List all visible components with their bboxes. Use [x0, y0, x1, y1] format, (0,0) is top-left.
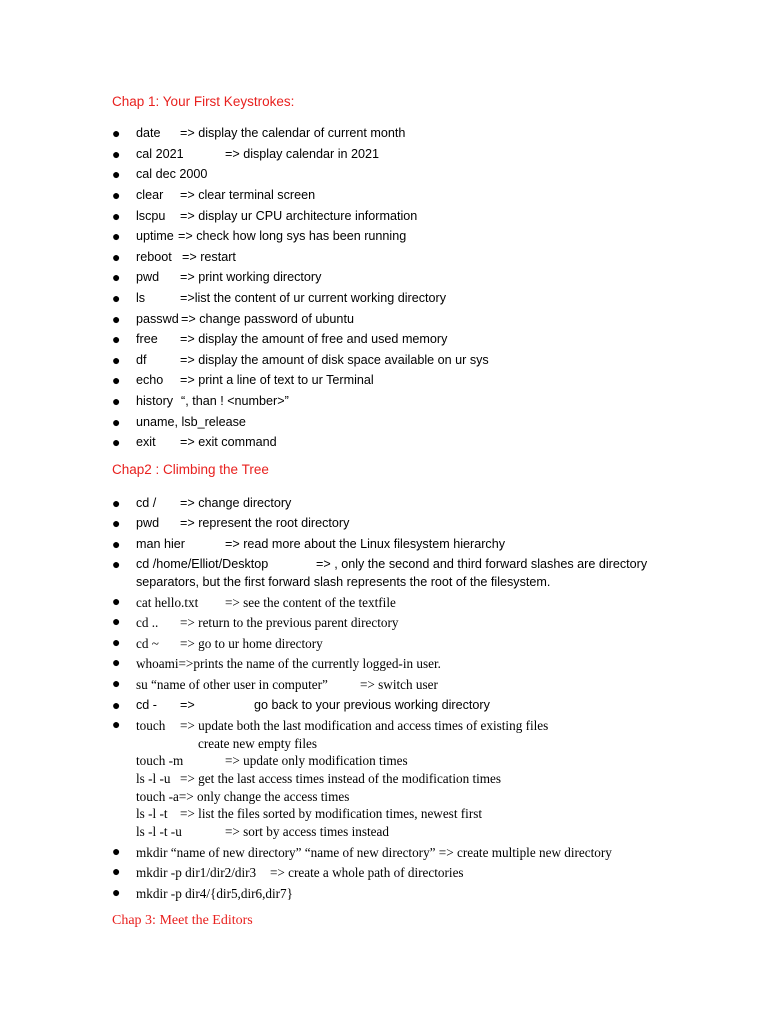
description: => represent the root directory: [180, 516, 350, 530]
command: reboot: [136, 250, 172, 264]
description: => , only the second and third forward slashes are directory: [316, 557, 648, 571]
bullet-icon: ●: [112, 536, 121, 552]
bullet-icon: ●: [112, 146, 121, 162]
description: => display the amount of free and used memory: [180, 332, 448, 346]
bullet-icon: ●: [112, 331, 121, 347]
touch-subline-desc: => update only modification times: [225, 753, 408, 768]
bullet-icon: ●: [112, 718, 121, 733]
description: => see the content of the textfile: [225, 595, 396, 610]
touch-subline-desc: => sort by access times instead: [225, 824, 389, 839]
command: cd ~: [136, 636, 159, 651]
description: => go to ur home directory: [180, 636, 323, 651]
bullet-icon: ●: [112, 615, 121, 630]
bullet-icon: ●: [112, 636, 121, 651]
touch-subline-cmd: touch -m: [136, 753, 184, 768]
description: => clear terminal screen: [180, 188, 316, 202]
description: => display the calendar of current month: [180, 126, 406, 140]
command: cd /: [136, 496, 157, 510]
command: echo: [136, 373, 164, 387]
description: =>list the content of ur current working directory: [180, 291, 446, 305]
bullet-icon: ●: [112, 677, 121, 692]
command: ls: [136, 291, 146, 305]
command: pwd: [136, 270, 160, 284]
command: passwd: [136, 312, 179, 326]
command: cd /home/Elliot/Desktop: [136, 557, 269, 571]
bullet-icon: ●: [112, 656, 121, 671]
command: mkdir -p dir1/dir2/dir3: [136, 865, 257, 880]
description: => print a line of text to ur Terminal: [180, 373, 374, 387]
bullet-icon: ●: [112, 393, 121, 409]
continuation-line: separators, but the first forward slash represents the root of the filesystem.: [136, 575, 551, 589]
bullet-icon: ●: [112, 125, 121, 141]
command: lscpu: [136, 209, 166, 223]
description: => check how long sys has been running: [178, 229, 407, 243]
description: =>: [180, 698, 195, 712]
touch-subline-desc: => list the files sorted by modification times, newest first: [180, 806, 483, 821]
bullet-icon: ●: [112, 311, 121, 327]
bullet-icon: ●: [112, 352, 121, 368]
bullet-icon: ●: [112, 595, 121, 610]
chapter-1-title: Chap 1: Your First Keystrokes:: [112, 94, 295, 109]
description-2: go back to your previous working directory: [254, 698, 490, 712]
touch-subline-cmd: touch -a=> only change the access times: [136, 789, 350, 804]
description: => display the amount of disk space available on ur sys: [180, 353, 489, 367]
command: man hier: [136, 537, 185, 551]
command: su “name of other user in computer”: [136, 677, 328, 692]
description: => change password of ubuntu: [181, 312, 354, 326]
bullet-icon: ●: [112, 845, 121, 860]
command: whoami=>prints the name of the currently logged-in user.: [136, 656, 441, 671]
command: cat hello.txt: [136, 595, 199, 610]
command: cd ..: [136, 615, 159, 630]
description: => change directory: [180, 496, 292, 510]
command: df: [136, 353, 147, 367]
chapter-2-title: Chap2 : Climbing the Tree: [112, 462, 269, 477]
command: cal 2021: [136, 147, 184, 161]
touch-subline-cmd: ls -l -u: [136, 771, 171, 786]
description: => update both the last modification and access times of existing files: [180, 718, 549, 733]
touch-subline-cmd: ls -l -t: [136, 806, 168, 821]
touch-subline-desc: => get the last access times instead of the modification times: [180, 771, 502, 786]
bullet-icon: ●: [112, 865, 121, 880]
bullet-icon: ●: [112, 208, 121, 224]
command: clear: [136, 188, 164, 202]
description: => read more about the Linux filesystem hierarchy: [225, 537, 506, 551]
description: => print working directory: [180, 270, 322, 284]
bullet-icon: ●: [112, 495, 121, 511]
command: cal dec 2000: [136, 167, 208, 181]
description: => display calendar in 2021: [225, 147, 380, 161]
description: => create a whole path of directories: [270, 865, 464, 880]
touch-subline-cmd: ls -l -t -u: [136, 824, 182, 839]
description: => exit command: [180, 435, 277, 449]
command: free: [136, 332, 158, 346]
bullet-icon: ●: [112, 434, 121, 450]
bullet-icon: ●: [112, 290, 121, 306]
bullet-icon: ●: [112, 886, 121, 901]
bullet-icon: ●: [112, 372, 121, 388]
chapter-3-title: Chap 3: Meet the Editors: [112, 913, 253, 928]
command: history: [136, 394, 174, 408]
description: => restart: [182, 250, 236, 264]
command: mkdir -p dir4/{dir5,dir6,dir7}: [136, 886, 293, 901]
bullet-icon: ●: [112, 697, 121, 713]
command: uptime: [136, 229, 174, 243]
bullet-icon: ●: [112, 166, 121, 182]
command: mkdir “name of new directory” “name of new directory” => create multiple new directory: [136, 845, 612, 860]
bullet-icon: ●: [112, 414, 121, 430]
touch-subline: create new empty files: [198, 736, 317, 751]
command: cd -: [136, 698, 157, 712]
bullet-icon: ●: [112, 269, 121, 285]
description: “, than ! <number>”: [181, 394, 289, 408]
bullet-icon: ●: [112, 187, 121, 203]
command: uname, lsb_release: [136, 415, 246, 429]
command: pwd: [136, 516, 160, 530]
bullet-icon: ●: [112, 556, 121, 572]
command: touch: [136, 718, 166, 733]
command: date: [136, 126, 161, 140]
command: exit: [136, 435, 156, 449]
description: => display ur CPU architecture information: [180, 209, 418, 223]
bullet-icon: ●: [112, 228, 121, 244]
bullet-icon: ●: [112, 515, 121, 531]
description: => switch user: [360, 677, 438, 692]
description: => return to the previous parent directory: [180, 615, 399, 630]
bullet-icon: ●: [112, 249, 121, 265]
